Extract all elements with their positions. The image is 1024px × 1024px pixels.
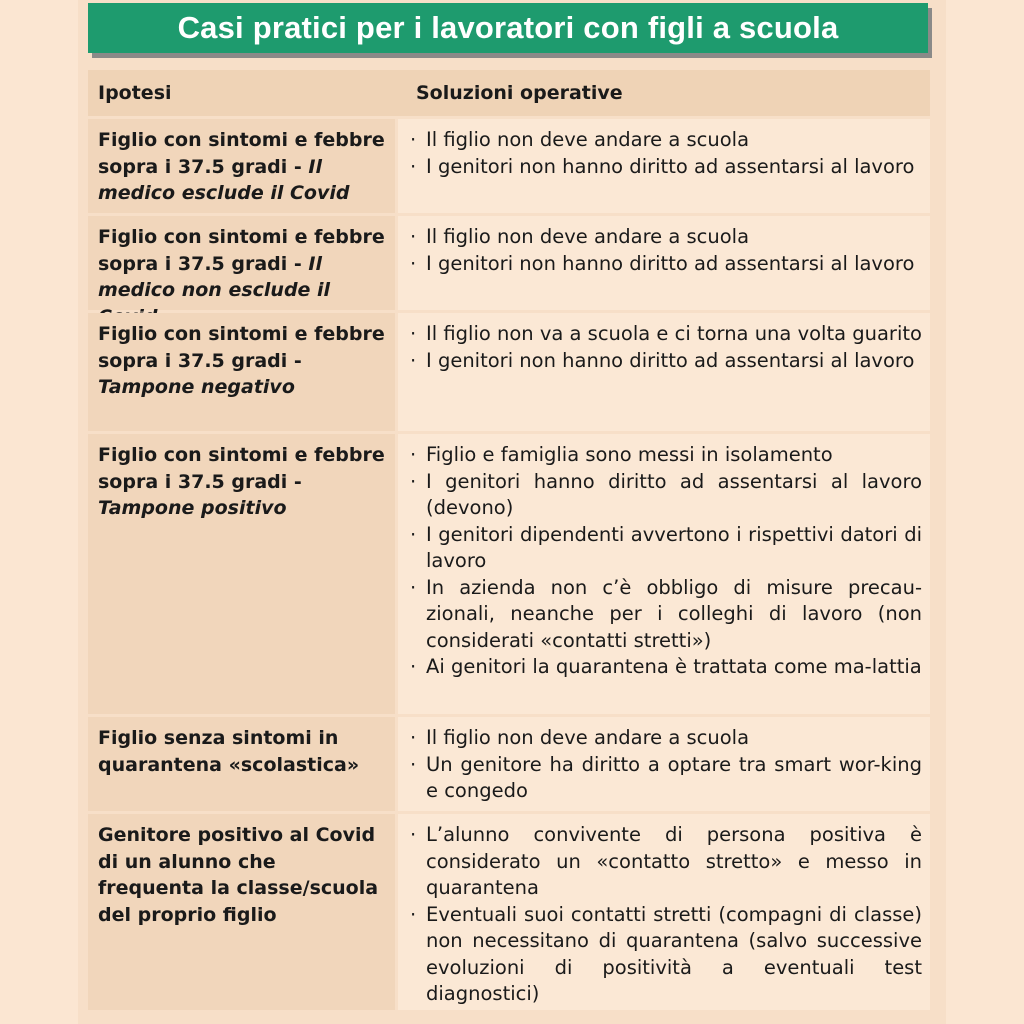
ipotesi-italic-text: Tampone negativo xyxy=(98,376,295,398)
bullet: · xyxy=(410,225,417,248)
solution-item xyxy=(406,321,922,348)
ipotesi-cell xyxy=(88,119,395,213)
table-header xyxy=(88,70,930,116)
solution-item xyxy=(406,224,922,251)
solution-text: Il figlio non va a scuola e ci torna una volta guarito xyxy=(426,322,922,345)
bullet: · xyxy=(410,522,417,546)
soluzioni-cell xyxy=(398,119,930,213)
bullet: · xyxy=(410,575,417,599)
solution-item xyxy=(406,654,922,681)
solution-item xyxy=(406,575,922,655)
header-soluzioni: Soluzioni operative xyxy=(416,82,623,104)
bullet: · xyxy=(410,251,417,275)
ipotesi-cell xyxy=(88,717,395,811)
solution-text: In azienda non c’è obbligo di misure precau-zionali, neanche per i colleghi di lavoro (non considerati «contatti stretti») xyxy=(426,575,922,652)
ipotesi-cell xyxy=(88,216,395,310)
bullet: · xyxy=(410,154,417,178)
solution-item xyxy=(406,127,922,154)
solution-text: Il figlio non deve andare a scuola xyxy=(426,128,750,151)
table-row xyxy=(88,717,930,811)
ipotesi-text: Figlio con sintomi e febbre sopra i 37.5 gradi - xyxy=(98,129,385,178)
table-row xyxy=(88,119,930,213)
solution-item xyxy=(406,752,922,805)
bullet: · xyxy=(410,443,417,466)
soluzioni-cell xyxy=(398,313,930,431)
solution-item xyxy=(406,469,922,522)
ipotesi-cell xyxy=(88,814,395,1010)
bullet: · xyxy=(410,348,417,372)
bullet: · xyxy=(410,726,417,749)
soluzioni-cell xyxy=(398,717,930,811)
table-row xyxy=(88,434,930,714)
ipotesi-cell xyxy=(88,434,395,714)
title-banner xyxy=(88,3,928,53)
solution-item xyxy=(406,522,922,575)
bullet: · xyxy=(410,752,417,776)
ipotesi-text: Figlio con sintomi e febbre sopra i 37.5 gradi - xyxy=(98,226,385,275)
solution-item xyxy=(406,251,922,278)
solution-item xyxy=(406,902,922,1008)
solution-item xyxy=(406,442,922,469)
ipotesi-text: Figlio con sintomi e febbre sopra i 37.5 gradi - xyxy=(98,444,385,493)
table-row xyxy=(88,814,930,1010)
header-ipotesi: Ipotesi xyxy=(98,82,172,104)
solution-text: L’alunno convivente di persona positiva è considerato un «contatto stretto» e messo in quarantena xyxy=(426,823,922,899)
bullet: · xyxy=(410,469,417,493)
solution-text: Figlio e famiglia sono messi in isolamento xyxy=(426,443,833,466)
solution-text: I genitori dipendenti avvertono i rispettivi datori di lavoro xyxy=(426,522,922,572)
ipotesi-italic-text: Il medico non esclude il xyxy=(98,252,331,301)
bullet: · xyxy=(410,128,417,151)
solution-item xyxy=(406,348,922,375)
solution-text: Eventuali suoi contatti stretti (compagni di classe) non necessitano di quarantena (salvo successive evoluzioni di positività a eventuali test diagnostici) xyxy=(426,902,922,1005)
ipotesi-text: Figlio con sintomi e febbre sopra i 37.5 gradi - xyxy=(98,323,385,372)
solution-item xyxy=(406,822,922,902)
solution-item xyxy=(406,725,922,752)
solution-text: Un genitore ha diritto a optare tra smart wor-king e congedo xyxy=(426,752,922,802)
solution-text: Ai genitori la quarantena è trattata come ma-lattia xyxy=(426,655,922,678)
bullet: · xyxy=(410,655,417,678)
ipotesi-cell xyxy=(88,313,395,431)
solution-text: I genitori non hanno diritto ad assentarsi al lavoro xyxy=(426,348,915,372)
bullet: · xyxy=(410,902,417,926)
table-row xyxy=(88,313,930,431)
soluzioni-cell xyxy=(398,434,930,714)
solution-text: Il figlio non deve andare a scuola xyxy=(426,225,750,248)
soluzioni-cell xyxy=(398,814,930,1010)
bullet: · xyxy=(410,823,417,846)
solution-text: I genitori non hanno diritto ad assentarsi al lavoro xyxy=(426,251,915,275)
ipotesi-italic-text: Tampone positivo xyxy=(98,497,287,519)
cases-table xyxy=(88,70,930,1013)
ipotesi-text: Genitore positivo al Covid di un alunno che frequenta la classe/scuola del proprio figlio xyxy=(98,824,379,926)
solution-text: I genitori non hanno diritto ad assentarsi al lavoro xyxy=(426,154,915,178)
soluzioni-cell xyxy=(398,216,930,310)
solution-text: Il figlio non deve andare a scuola xyxy=(426,726,750,749)
bullet: · xyxy=(410,322,417,345)
ipotesi-text: Figlio senza sintomi in quarantena «scolastica» xyxy=(98,727,360,776)
ipotesi-italic-text: Il medico esclude il Covid xyxy=(98,155,350,204)
solution-text: I genitori hanno diritto ad assentarsi al lavoro (devono) xyxy=(426,469,922,519)
page-title: Casi pratici per i lavoratori con figli a scuola xyxy=(177,10,839,45)
table-row xyxy=(88,216,930,310)
solution-item xyxy=(406,154,922,181)
